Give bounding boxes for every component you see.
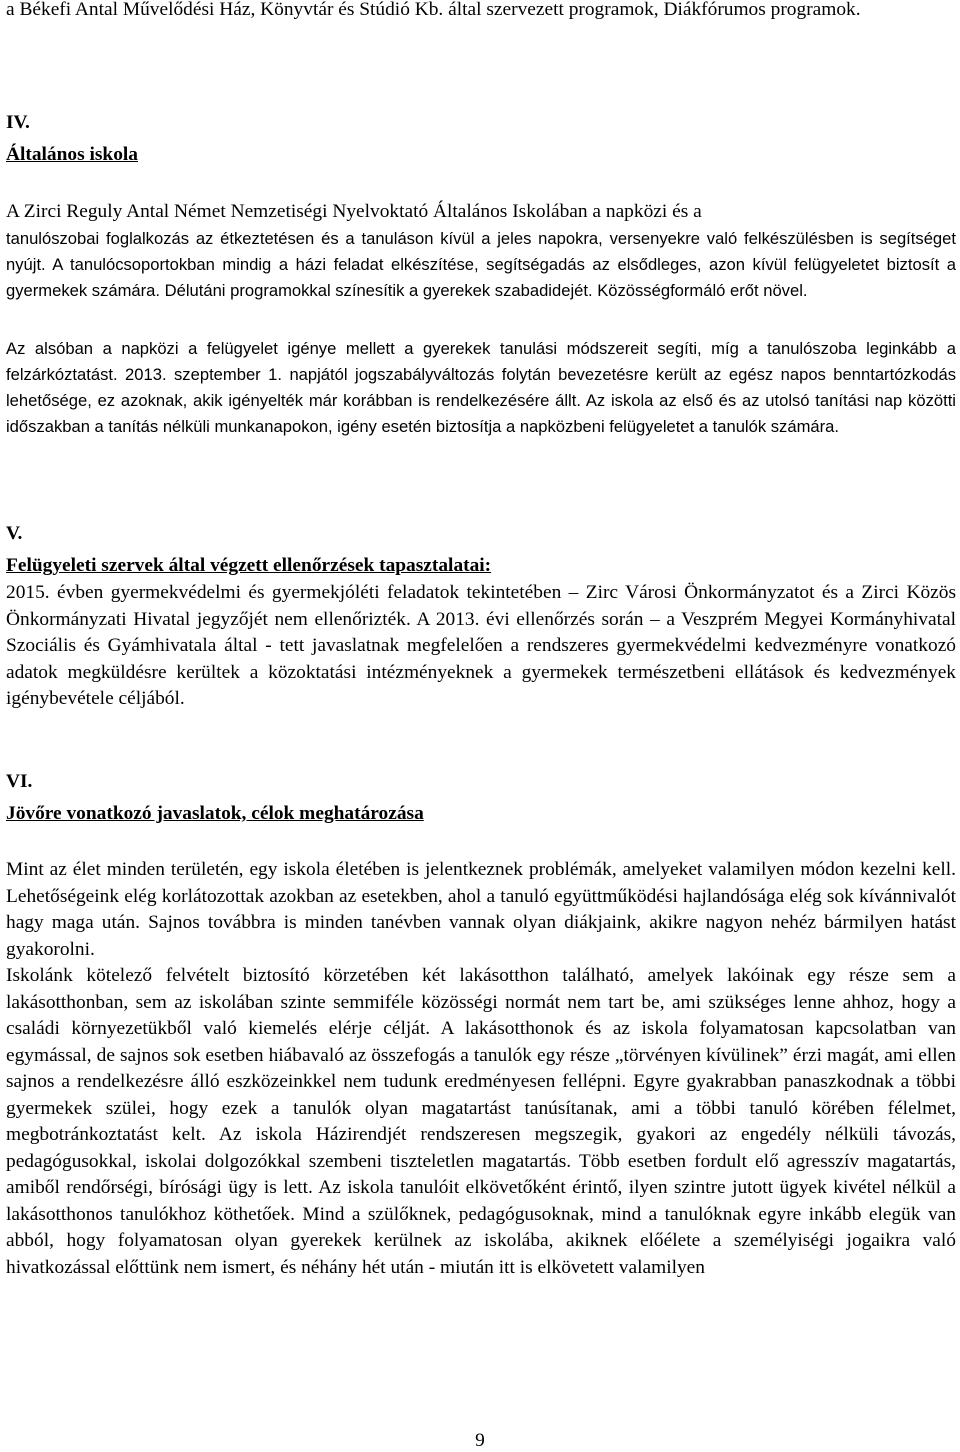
section-6-paragraph-1: Mint az élet minden területén, egy iskola életében is jelentkeznek problémák, amelyeket valamilyen módon kezelni kell. Lehetőségeink elég korlátozottak azokban az esetekben, ahol a tanuló együttműködési hajlandósága elég sok kívánnivalót hagy maga után. Sajnos továbbra is minden tanévben vannak olyan diákjaink, akikre nagyon nehéz bármilyen hatást gyakorolni.: [6, 859, 956, 960]
section-4-title: Általános iskola: [6, 144, 138, 165]
section-4-paragraph-2: Az alsóban a napközi a felügyelet igénye mellett a gyerekek tanulási módszereit segíti, míg a tanulószoba leginkább a felzárkóztatást. 2013. szeptember 1. napjától jogszabályváltozás folytán bevezetésre került az egész napos benntartózkodás lehetősége, ez azoknak, akik igényelték már korábban is rendelkezésére állt. Az iskola az első és az utolsó tanítási nap közötti időszakban a tanítás nélküli munkanapokon, igény esetén biztosítja a napközbeni felügyeletet a tanulók számára.: [6, 339, 956, 436]
section-4-number: IV.: [6, 112, 30, 133]
section-6-paragraph-2: Iskolánk kötelező felvételt biztosító körzetében két lakásotthon található, amelyek lakóinak egy része sem a lakásotthonban, sem az iskolában szinte semmiféle közösségi normát nem tart be, ami szükséges lenne ahhoz, hogy a családi környezetükből való kiemelés elérje célját. A lakásotthonok és az iskola folyamatosan kapcsolatban van egymással, de sajnos sok esetben hiábavaló az összefogás a tanulók egy része „törvényen kívülinek” érzi magát, ami ellen sajnos a rendelkezésre álló eszközeinkkel nem tudunk eredményesen fellépni. Egyre gyakrabban panaszkodnak a többi gyermekek szülei, hogy ezek a tanulók olyan magatartást tanúsítanak, ami a többi tanuló körében félelmet, megbotránkoztatást kelt. Az iskola Házirendjét rendszeresen megszegik, gyakori az engedély nélküli távozás, pedagógusokkal, iskolai dolgozókkal szembeni tiszteletlen magatartás. Több esetben fordult elő agresszív magatartás, amiből rendőrségi, bírósági ügy is lett. Az iskola tanulóit elkövetőként érintő, ilyen szintre jutott ügyek kivétel nélkül a lakásotthonos tanulókhoz köthetőek. Mind a szülőknek, pedagógusoknak, mind a tanulóknak egyre inkább elegük van abból, hogy folyamatosan olyan gyerekek kerülnek az iskolába, akiknek előélete a személyiségi jogaikra való hivatkozással előttünk nem ismert, és néhány hét után - miután itt is elkövetett valamilyen: [6, 965, 956, 1278]
section-6-number: VI.: [6, 771, 33, 792]
section-4-paragraph-1: tanulószobai foglalkozás az étkeztetésen és a tanuláson kívül a jeles napokra, versenyekre való felkészülésben is segítséget nyújt. A tanulócsoportokban mindig a házi feladat elkészítése, segítségadás az elsődleges, azon kívül felügyeletet biztosít a gyermekek számára. Délutáni programokkal színesítik a gyerekek szabadidejét. Közösségformáló erőt növel.: [6, 229, 956, 300]
section-5-number: V.: [6, 523, 23, 544]
section-4-intro-line: A Zirci Reguly Antal Német Nemzetiségi Nyelvoktató Általános Iskolában a napközi és a: [6, 201, 702, 222]
section-5-paragraph: 2015. évben gyermekvédelmi és gyermekjóléti feladatok tekintetében – Zirc Városi Önkormányzatot és a Zirci Közös Önkormányzati Hivatal jegyzőjét nem ellenőrizték. A 2013. évi ellenőrzés során – a Veszprém Megyei Kormányhivatal Szociális és Gyámhivatala által - tett javaslatnak megfelelően a rendszeres gyermekvédelmi kedvezményre vonatkozó adatok megküldésre kerültek a közoktatási intézményeknek a gyermekek természetbeni ellátások és kedvezmények igénybevétele céljából.: [6, 582, 956, 709]
page-number: 9: [475, 1430, 485, 1451]
section-6-title: Jövőre vonatkozó javaslatok, célok meghatározása: [6, 803, 424, 824]
top-continuation-paragraph: a Békefi Antal Művelődési Ház, Könyvtár és Stúdió Kb. által szervezett programok, Diákfórumos programok.: [6, 0, 861, 20]
section-5-title: Felügyeleti szervek által végzett ellenőrzések tapasztalatai:: [6, 555, 492, 576]
